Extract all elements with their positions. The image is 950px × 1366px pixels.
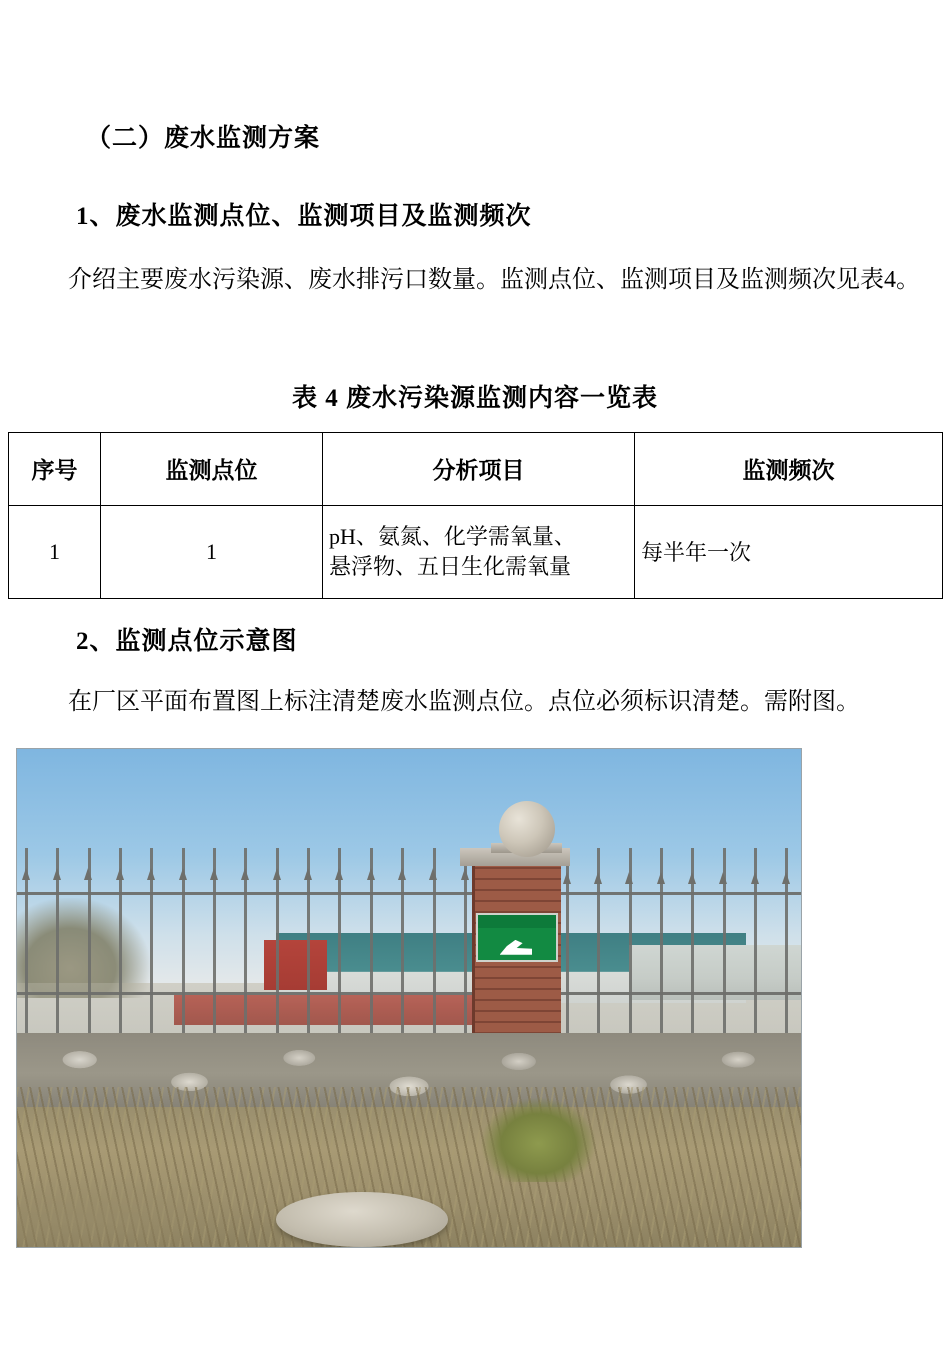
- cell-frequency: 每半年一次: [635, 505, 943, 598]
- cell-items: [323, 505, 635, 598]
- paragraph-1: 介绍主要废水污染源、废水排污口数量。监测点位、监测项目及监测频次见表4。: [68, 267, 920, 293]
- exit-figure-icon: [500, 940, 533, 955]
- dirt-patch: [17, 1172, 252, 1247]
- table-header-frequency: 监测频次: [635, 432, 943, 505]
- cell-items-line1: pH、氨氮、化学需氧量、: [329, 523, 576, 549]
- metal-fence: [17, 848, 801, 1047]
- photo-canvas: [17, 749, 801, 1247]
- table-header-items: 分析项目: [323, 432, 635, 505]
- subsection-2-heading: 2、监测点位示意图: [76, 627, 298, 655]
- table-caption: 表 4 废水污染源监测内容一览表: [291, 384, 658, 412]
- warning-sign: [476, 913, 558, 962]
- table-header-point: 监测点位: [101, 432, 323, 505]
- site-photo: [16, 748, 802, 1248]
- wastewater-monitoring-table: [8, 432, 943, 599]
- pillar-stone-ball: [499, 801, 555, 857]
- document-content: [8, 120, 942, 1248]
- shrub: [480, 1097, 598, 1182]
- manhole-cover: [276, 1192, 448, 1247]
- table-header-no: 序号: [9, 432, 101, 505]
- sign-header-band: [478, 915, 556, 928]
- cell-items-line2: 悬浮物、五日生化需氧量: [329, 553, 572, 579]
- section-heading: （二）废水监测方案: [86, 125, 321, 152]
- paragraph-2: 在厂区平面布置图上标注清楚废水监测点位。点位必须标识清楚。需附图。: [68, 688, 860, 715]
- table-header-row: [9, 432, 943, 505]
- cell-no: 1: [9, 505, 101, 598]
- cell-point: 1: [101, 505, 323, 598]
- subsection-1-heading: 1、废水监测点位、监测项目及监测频次: [76, 202, 532, 230]
- table-row: [9, 505, 943, 598]
- sign-green-panel: [478, 928, 556, 960]
